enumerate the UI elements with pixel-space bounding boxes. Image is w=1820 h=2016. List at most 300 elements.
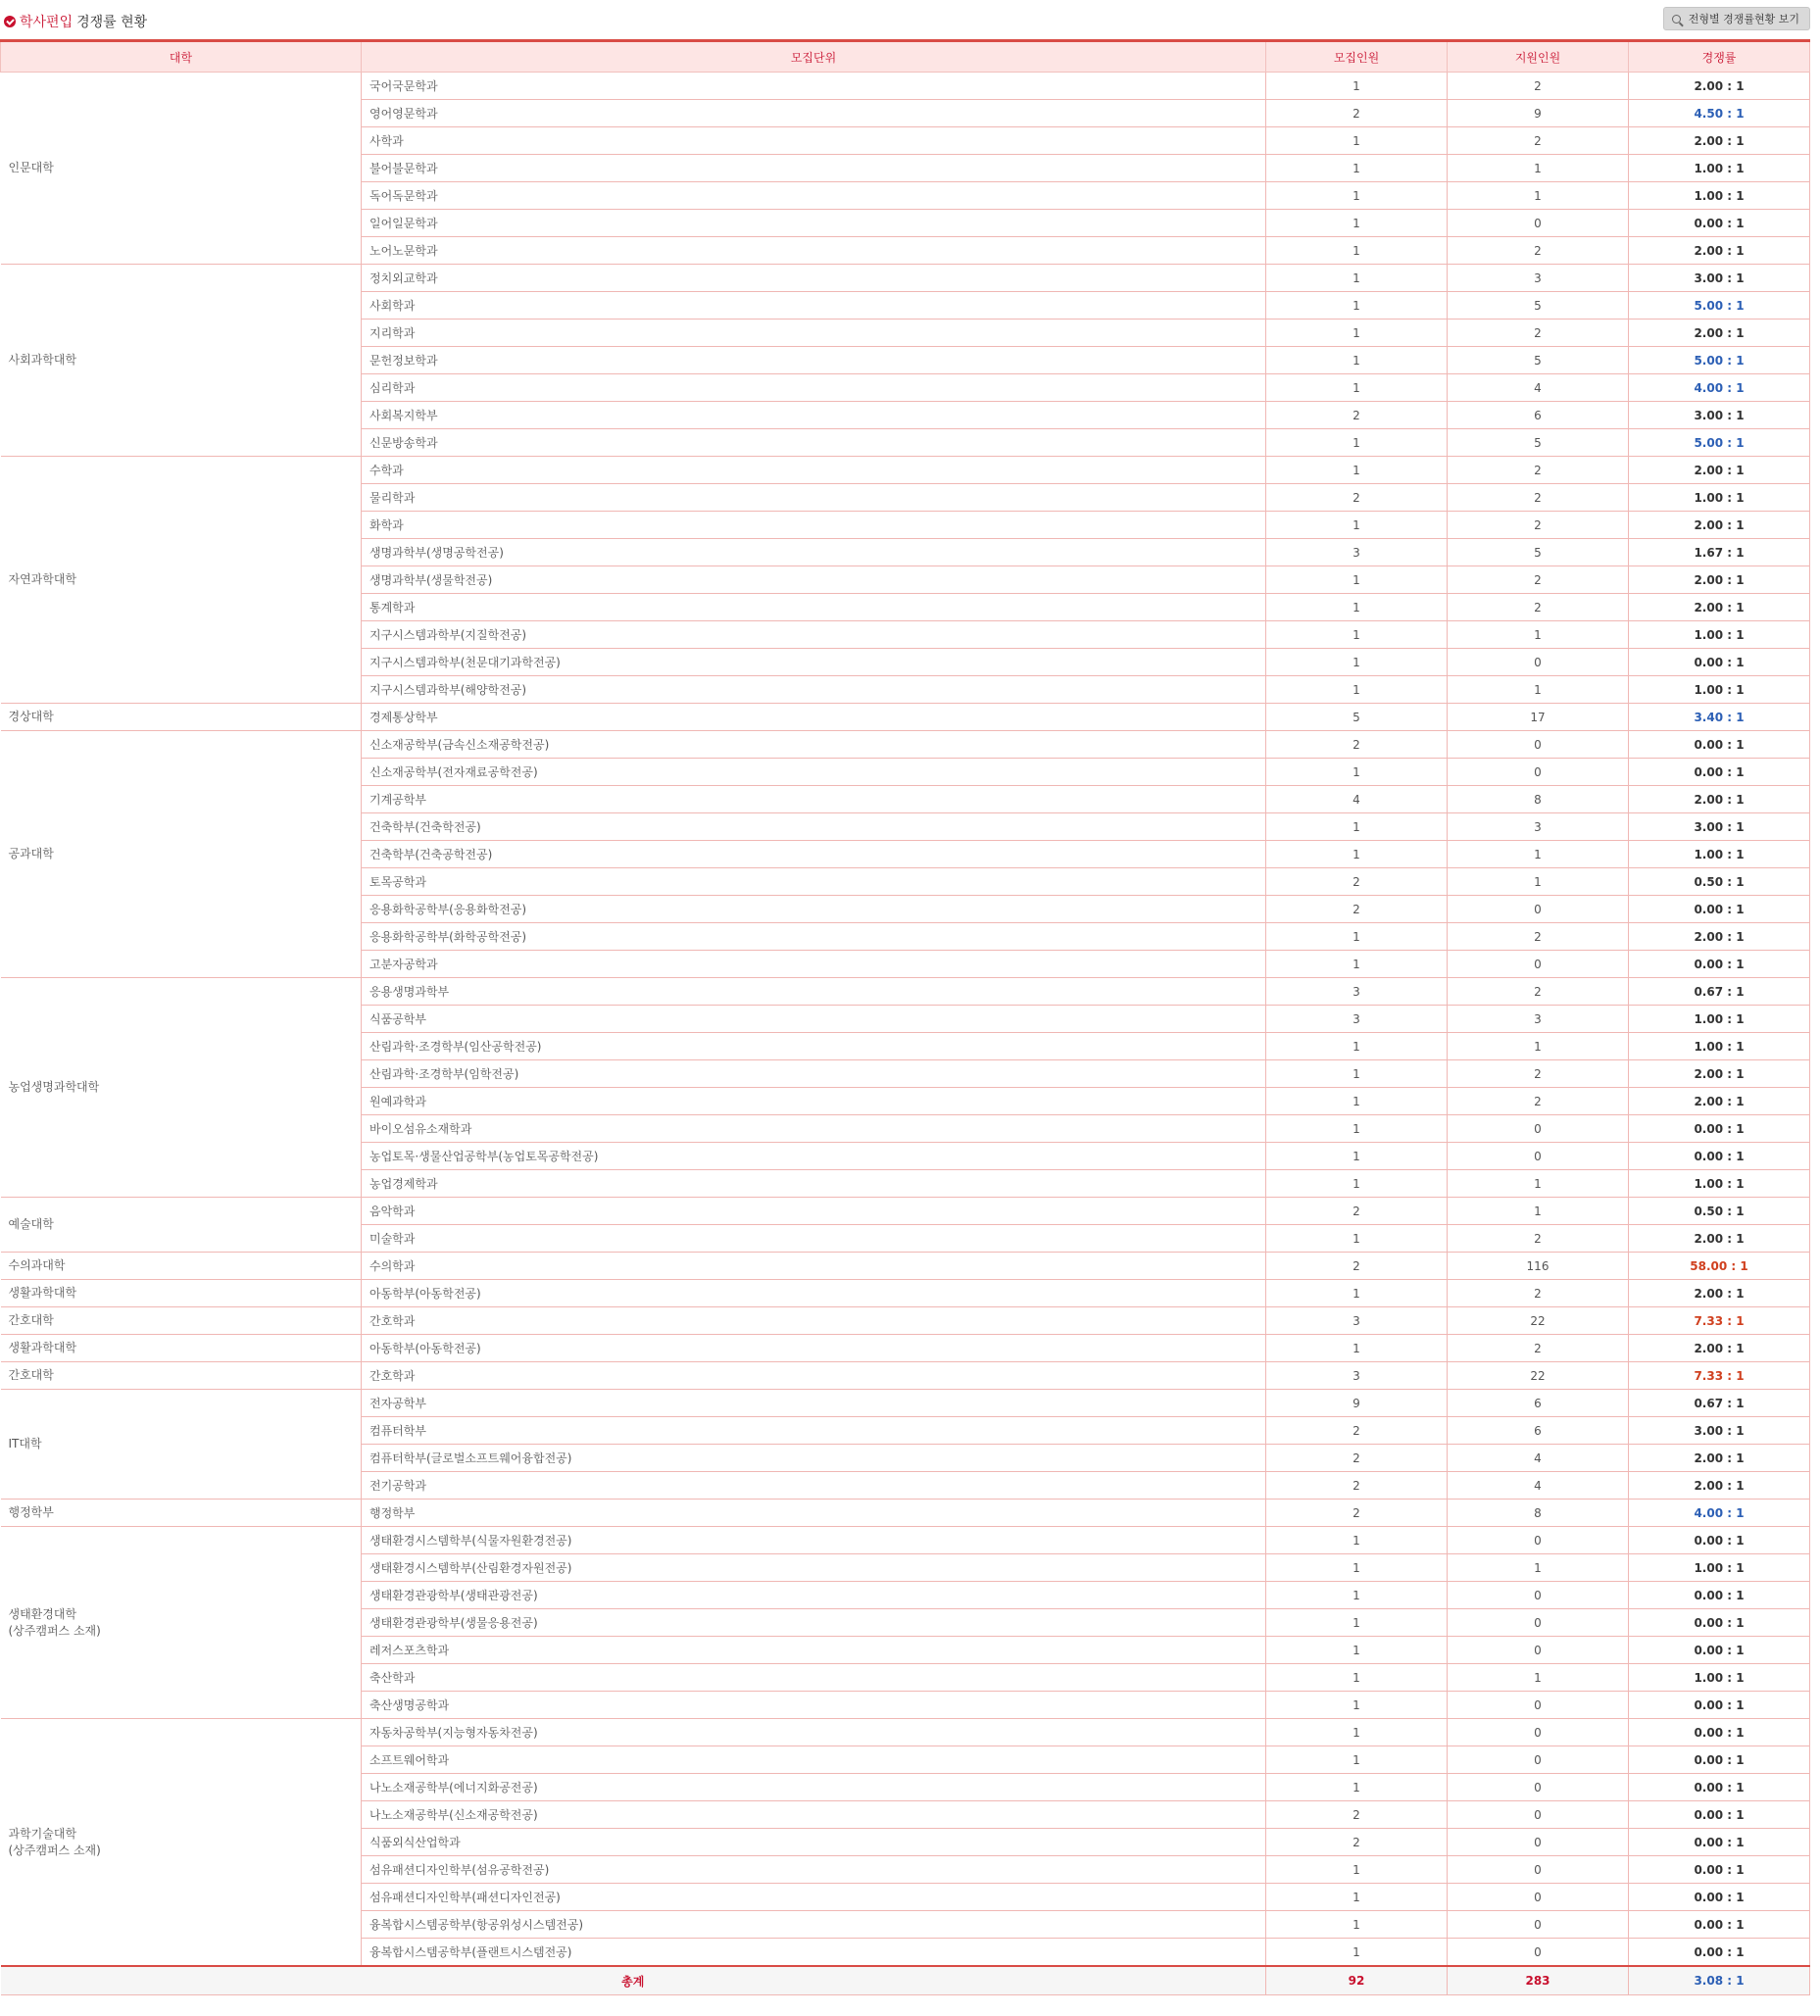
quota-cell: 1 [1266, 210, 1448, 237]
rate-cell: 1.00 : 1 [1629, 841, 1810, 868]
college-cell: IT대학 [1, 1390, 362, 1500]
applicants-cell: 8 [1448, 786, 1629, 813]
unit-cell: 물리학과 [362, 484, 1266, 512]
unit-cell: 농업토목·생물산업공학부(농업토목공학전공) [362, 1143, 1266, 1170]
applicants-cell: 1 [1448, 155, 1629, 182]
rate-cell: 2.00 : 1 [1629, 1445, 1810, 1472]
quota-cell: 1 [1266, 1335, 1448, 1362]
quota-cell: 2 [1266, 1829, 1448, 1856]
unit-cell: 간호학과 [362, 1307, 1266, 1335]
quota-cell: 1 [1266, 1527, 1448, 1554]
applicants-cell: 2 [1448, 1088, 1629, 1115]
applicants-cell: 0 [1448, 1115, 1629, 1143]
quota-cell: 2 [1266, 1500, 1448, 1527]
unit-cell: 기계공학부 [362, 786, 1266, 813]
rate-cell: 0.00 : 1 [1629, 759, 1810, 786]
rate-cell: 5.00 : 1 [1629, 347, 1810, 374]
quota-cell: 1 [1266, 292, 1448, 320]
table-body [1, 73, 1810, 1967]
rate-cell: 5.00 : 1 [1629, 429, 1810, 457]
quota-cell: 1 [1266, 594, 1448, 621]
college-cell: 자연과학대학 [1, 457, 362, 704]
quota-cell: 1 [1266, 1719, 1448, 1746]
unit-cell: 지구시스템과학부(천문대기과학전공) [362, 649, 1266, 676]
unit-cell: 토목공학과 [362, 868, 1266, 896]
unit-cell: 수학과 [362, 457, 1266, 484]
table-row [1, 704, 1810, 731]
applicants-cell: 2 [1448, 320, 1629, 347]
rate-cell: 2.00 : 1 [1629, 566, 1810, 594]
unit-cell: 간호학과 [362, 1362, 1266, 1390]
rate-cell: 0.00 : 1 [1629, 951, 1810, 978]
quota-cell: 2 [1266, 868, 1448, 896]
applicants-cell: 2 [1448, 1335, 1629, 1362]
applicants-cell: 4 [1448, 1445, 1629, 1472]
unit-cell: 경제통상학부 [362, 704, 1266, 731]
rate-cell: 2.00 : 1 [1629, 594, 1810, 621]
applicants-cell: 3 [1448, 1006, 1629, 1033]
rate-cell: 3.00 : 1 [1629, 813, 1810, 841]
quota-cell: 2 [1266, 1801, 1448, 1829]
applicants-cell: 0 [1448, 210, 1629, 237]
unit-cell: 심리학과 [362, 374, 1266, 402]
applicants-cell: 6 [1448, 1390, 1629, 1417]
applicants-cell: 22 [1448, 1362, 1629, 1390]
total-rate: 3.08 : 1 [1629, 1966, 1810, 1995]
check-circle-icon [4, 16, 16, 27]
rate-cell: 58.00 : 1 [1629, 1253, 1810, 1280]
quota-cell: 1 [1266, 512, 1448, 539]
rate-cell: 2.00 : 1 [1629, 512, 1810, 539]
rate-cell: 4.00 : 1 [1629, 1500, 1810, 1527]
applicants-cell: 6 [1448, 402, 1629, 429]
unit-cell: 생태환경관광학부(생태관광전공) [362, 1582, 1266, 1609]
rate-cell: 0.67 : 1 [1629, 978, 1810, 1006]
rate-cell: 0.00 : 1 [1629, 1829, 1810, 1856]
quota-cell: 1 [1266, 951, 1448, 978]
college-cell: 농업생명과학대학 [1, 978, 362, 1198]
rate-cell: 0.00 : 1 [1629, 896, 1810, 923]
rate-cell: 2.00 : 1 [1629, 73, 1810, 100]
quota-cell: 1 [1266, 347, 1448, 374]
table-row [1, 1362, 1810, 1390]
rate-cell: 4.00 : 1 [1629, 374, 1810, 402]
applicants-cell: 0 [1448, 1719, 1629, 1746]
unit-cell: 바이오섬유소재학과 [362, 1115, 1266, 1143]
quota-cell: 1 [1266, 320, 1448, 347]
unit-cell: 생태환경관광학부(생물응용전공) [362, 1609, 1266, 1637]
college-cell: 예술대학 [1, 1198, 362, 1253]
table-row [1, 73, 1810, 100]
applicants-cell: 4 [1448, 1472, 1629, 1500]
unit-cell: 신문방송학과 [362, 429, 1266, 457]
quota-cell: 5 [1266, 704, 1448, 731]
quota-cell: 1 [1266, 813, 1448, 841]
unit-cell: 전자공학부 [362, 1390, 1266, 1417]
rate-cell: 0.00 : 1 [1629, 1911, 1810, 1939]
unit-cell: 식품외식산업학과 [362, 1829, 1266, 1856]
rate-cell: 0.00 : 1 [1629, 1719, 1810, 1746]
applicants-cell: 2 [1448, 484, 1629, 512]
college-cell: 인문대학 [1, 73, 362, 265]
unit-cell: 국어국문학과 [362, 73, 1266, 100]
rate-cell: 2.00 : 1 [1629, 320, 1810, 347]
quota-cell: 1 [1266, 1554, 1448, 1582]
rate-cell: 2.00 : 1 [1629, 1472, 1810, 1500]
unit-cell: 아동학부(아동학전공) [362, 1280, 1266, 1307]
applicants-cell: 1 [1448, 868, 1629, 896]
unit-cell: 원예과학과 [362, 1088, 1266, 1115]
college-cell: 생활과학대학 [1, 1335, 362, 1362]
rate-cell: 3.00 : 1 [1629, 402, 1810, 429]
rate-cell: 2.00 : 1 [1629, 923, 1810, 951]
unit-cell: 농업경제학과 [362, 1170, 1266, 1198]
applicants-cell: 4 [1448, 374, 1629, 402]
quota-cell: 3 [1266, 1006, 1448, 1033]
quota-cell: 1 [1266, 1170, 1448, 1198]
applicants-cell: 0 [1448, 759, 1629, 786]
unit-cell: 섬유패션디자인학부(섬유공학전공) [362, 1856, 1266, 1884]
rate-cell: 2.00 : 1 [1629, 127, 1810, 155]
applicants-cell: 0 [1448, 1774, 1629, 1801]
rate-cell: 3.00 : 1 [1629, 265, 1810, 292]
college-cell: 간호대학 [1, 1307, 362, 1335]
applicants-cell: 2 [1448, 237, 1629, 265]
applicants-cell: 17 [1448, 704, 1629, 731]
quota-cell: 1 [1266, 265, 1448, 292]
table-row [1, 265, 1810, 292]
table-row [1, 1280, 1810, 1307]
unit-cell: 사회복지학부 [362, 402, 1266, 429]
unit-cell: 일어일문학과 [362, 210, 1266, 237]
rate-cell: 1.00 : 1 [1629, 1033, 1810, 1060]
view-by-admission-type-button[interactable] [1663, 7, 1810, 30]
total-applicants: 283 [1448, 1966, 1629, 1995]
quota-cell: 3 [1266, 1362, 1448, 1390]
quota-cell: 1 [1266, 649, 1448, 676]
unit-cell: 화학과 [362, 512, 1266, 539]
quota-cell: 1 [1266, 374, 1448, 402]
applicants-cell: 0 [1448, 1637, 1629, 1664]
applicants-cell: 1 [1448, 676, 1629, 704]
applicants-cell: 1 [1448, 1664, 1629, 1692]
rate-cell: 5.00 : 1 [1629, 292, 1810, 320]
quota-cell: 1 [1266, 1884, 1448, 1911]
quota-cell: 1 [1266, 457, 1448, 484]
unit-cell: 영어영문학과 [362, 100, 1266, 127]
quota-cell: 1 [1266, 621, 1448, 649]
rate-cell: 3.40 : 1 [1629, 704, 1810, 731]
quota-cell: 1 [1266, 1033, 1448, 1060]
rate-cell: 1.67 : 1 [1629, 539, 1810, 566]
quota-cell: 1 [1266, 1280, 1448, 1307]
rate-cell: 7.33 : 1 [1629, 1307, 1810, 1335]
applicants-cell: 1 [1448, 1033, 1629, 1060]
college-cell: 공과대학 [1, 731, 362, 978]
rate-cell: 0.50 : 1 [1629, 868, 1810, 896]
applicants-cell: 0 [1448, 1143, 1629, 1170]
quota-cell: 1 [1266, 1746, 1448, 1774]
rate-cell: 7.33 : 1 [1629, 1362, 1810, 1390]
rate-cell: 0.00 : 1 [1629, 1115, 1810, 1143]
college-cell: 간호대학 [1, 1362, 362, 1390]
rate-cell: 1.00 : 1 [1629, 676, 1810, 704]
unit-cell: 사회학과 [362, 292, 1266, 320]
unit-cell: 생명과학부(생명공학전공) [362, 539, 1266, 566]
applicants-cell: 2 [1448, 923, 1629, 951]
applicants-cell: 0 [1448, 951, 1629, 978]
applicants-cell: 2 [1448, 1060, 1629, 1088]
quota-cell: 1 [1266, 1225, 1448, 1253]
quota-cell: 2 [1266, 731, 1448, 759]
unit-cell: 지구시스템과학부(지질학전공) [362, 621, 1266, 649]
total-label: 총계 [1, 1966, 1266, 1995]
applicants-cell: 116 [1448, 1253, 1629, 1280]
unit-cell: 산림과학·조경학부(임학전공) [362, 1060, 1266, 1088]
total-quota: 92 [1266, 1966, 1448, 1995]
quota-cell: 1 [1266, 1115, 1448, 1143]
applicants-cell: 2 [1448, 594, 1629, 621]
unit-cell: 고분자공학과 [362, 951, 1266, 978]
quota-cell: 1 [1266, 237, 1448, 265]
college-cell: 행정학부 [1, 1500, 362, 1527]
quota-cell: 1 [1266, 1637, 1448, 1664]
applicants-cell: 2 [1448, 1225, 1629, 1253]
column-header-applicants: 지원인원 [1448, 41, 1629, 73]
applicants-cell: 0 [1448, 731, 1629, 759]
unit-cell: 나노소재공학부(에너지화공전공) [362, 1774, 1266, 1801]
applicants-cell: 2 [1448, 1280, 1629, 1307]
applicants-cell: 3 [1448, 813, 1629, 841]
table-row [1, 1198, 1810, 1225]
quota-cell: 1 [1266, 1088, 1448, 1115]
table-row [1, 1719, 1810, 1746]
rate-cell: 1.00 : 1 [1629, 1170, 1810, 1198]
applicants-cell: 0 [1448, 1609, 1629, 1637]
rate-cell: 0.50 : 1 [1629, 1198, 1810, 1225]
table-row [1, 1307, 1810, 1335]
applicants-cell: 2 [1448, 73, 1629, 100]
quota-cell: 1 [1266, 1664, 1448, 1692]
unit-cell: 사학과 [362, 127, 1266, 155]
unit-cell: 생태환경시스템학부(식물자원환경전공) [362, 1527, 1266, 1554]
applicants-cell: 5 [1448, 347, 1629, 374]
applicants-cell: 0 [1448, 649, 1629, 676]
unit-cell: 응용화학공학부(응용화학전공) [362, 896, 1266, 923]
unit-cell: 음악학과 [362, 1198, 1266, 1225]
rate-cell: 1.00 : 1 [1629, 621, 1810, 649]
unit-cell: 응용화학공학부(화학공학전공) [362, 923, 1266, 951]
applicants-cell: 2 [1448, 512, 1629, 539]
quota-cell: 1 [1266, 676, 1448, 704]
applicants-cell: 1 [1448, 1554, 1629, 1582]
unit-cell: 노어노문학과 [362, 237, 1266, 265]
quota-cell: 1 [1266, 1060, 1448, 1088]
rate-cell: 1.00 : 1 [1629, 182, 1810, 210]
rate-cell: 0.00 : 1 [1629, 1609, 1810, 1637]
rate-cell: 0.00 : 1 [1629, 649, 1810, 676]
page-title [4, 12, 147, 31]
rate-cell: 0.67 : 1 [1629, 1390, 1810, 1417]
rate-cell: 1.00 : 1 [1629, 155, 1810, 182]
applicants-cell: 0 [1448, 1856, 1629, 1884]
rate-cell: 2.00 : 1 [1629, 237, 1810, 265]
rate-cell: 0.00 : 1 [1629, 1939, 1810, 1967]
rate-cell: 1.00 : 1 [1629, 1664, 1810, 1692]
unit-cell: 전기공학과 [362, 1472, 1266, 1500]
rate-cell: 2.00 : 1 [1629, 1060, 1810, 1088]
page-header [0, 0, 1820, 39]
quota-cell: 1 [1266, 1692, 1448, 1719]
quota-cell: 1 [1266, 155, 1448, 182]
quota-cell: 1 [1266, 1609, 1448, 1637]
table-row [1, 457, 1810, 484]
unit-cell: 축산학과 [362, 1664, 1266, 1692]
unit-cell: 산림과학·조경학부(임산공학전공) [362, 1033, 1266, 1060]
applicants-cell: 8 [1448, 1500, 1629, 1527]
rate-cell: 0.00 : 1 [1629, 1582, 1810, 1609]
unit-cell: 생태환경시스템학부(산림환경자원전공) [362, 1554, 1266, 1582]
rate-cell: 1.00 : 1 [1629, 484, 1810, 512]
quota-cell: 2 [1266, 1472, 1448, 1500]
unit-cell: 지리학과 [362, 320, 1266, 347]
applicants-cell: 0 [1448, 1746, 1629, 1774]
unit-cell: 융복합시스템공학부(플랜트시스템전공) [362, 1939, 1266, 1967]
quota-cell: 1 [1266, 566, 1448, 594]
quota-cell: 2 [1266, 896, 1448, 923]
applicants-cell: 5 [1448, 539, 1629, 566]
rate-cell: 0.00 : 1 [1629, 1746, 1810, 1774]
rate-cell: 2.00 : 1 [1629, 1280, 1810, 1307]
applicants-cell: 2 [1448, 566, 1629, 594]
rate-cell: 3.00 : 1 [1629, 1417, 1810, 1445]
column-header-unit: 모집단위 [362, 41, 1266, 73]
quota-cell: 1 [1266, 429, 1448, 457]
applicants-cell: 1 [1448, 621, 1629, 649]
rate-cell: 2.00 : 1 [1629, 1088, 1810, 1115]
rate-cell: 0.00 : 1 [1629, 1527, 1810, 1554]
rate-cell: 1.00 : 1 [1629, 1554, 1810, 1582]
rate-cell: 0.00 : 1 [1629, 1801, 1810, 1829]
column-header-rate: 경쟁률 [1629, 41, 1810, 73]
applicants-cell: 1 [1448, 1170, 1629, 1198]
quota-cell: 1 [1266, 182, 1448, 210]
applicants-cell: 0 [1448, 1692, 1629, 1719]
table-row [1, 1335, 1810, 1362]
unit-cell: 수의학과 [362, 1253, 1266, 1280]
unit-cell: 정치외교학과 [362, 265, 1266, 292]
table-row [1, 1500, 1810, 1527]
unit-cell: 미술학과 [362, 1225, 1266, 1253]
quota-cell: 1 [1266, 841, 1448, 868]
quota-cell: 3 [1266, 978, 1448, 1006]
unit-cell: 지구시스템과학부(해양학전공) [362, 676, 1266, 704]
quota-cell: 1 [1266, 73, 1448, 100]
search-icon [1672, 15, 1681, 24]
rate-cell: 0.00 : 1 [1629, 1692, 1810, 1719]
unit-cell: 컴퓨터학부 [362, 1417, 1266, 1445]
applicants-cell: 5 [1448, 292, 1629, 320]
rate-cell: 2.00 : 1 [1629, 1335, 1810, 1362]
unit-cell: 축산생명공학과 [362, 1692, 1266, 1719]
title-highlight: 학사편입 [20, 15, 74, 30]
unit-cell: 융복합시스템공학부(항공위성시스템전공) [362, 1911, 1266, 1939]
college-cell: 수의과대학 [1, 1253, 362, 1280]
quota-cell: 2 [1266, 484, 1448, 512]
unit-cell: 컴퓨터학부(글로벌소프트웨어융합전공) [362, 1445, 1266, 1472]
unit-cell: 레저스포츠학과 [362, 1637, 1266, 1664]
rate-cell: 0.00 : 1 [1629, 1856, 1810, 1884]
applicants-cell: 3 [1448, 265, 1629, 292]
quota-cell: 1 [1266, 1774, 1448, 1801]
quota-cell: 3 [1266, 539, 1448, 566]
quota-cell: 2 [1266, 1198, 1448, 1225]
applicants-cell: 0 [1448, 1939, 1629, 1967]
unit-cell: 문헌정보학과 [362, 347, 1266, 374]
table-row [1, 1390, 1810, 1417]
rate-cell: 4.50 : 1 [1629, 100, 1810, 127]
quota-cell: 4 [1266, 786, 1448, 813]
quota-cell: 2 [1266, 100, 1448, 127]
competition-rate-table [0, 39, 1810, 1995]
quota-cell: 1 [1266, 1582, 1448, 1609]
applicants-cell: 0 [1448, 1801, 1629, 1829]
title-text: 경쟁률 현황 [76, 15, 148, 30]
applicants-cell: 2 [1448, 457, 1629, 484]
unit-cell: 불어불문학과 [362, 155, 1266, 182]
quota-cell: 1 [1266, 923, 1448, 951]
table-row [1, 1253, 1810, 1280]
college-cell: 과학기술대학 (상주캠퍼스 소재) [1, 1719, 362, 1967]
rate-cell: 0.00 : 1 [1629, 1637, 1810, 1664]
view-button-label: 전형별 경쟁률현황 보기 [1688, 13, 1799, 25]
applicants-cell: 2 [1448, 978, 1629, 1006]
column-header-quota: 모집인원 [1266, 41, 1448, 73]
applicants-cell: 0 [1448, 896, 1629, 923]
unit-cell: 아동학부(아동학전공) [362, 1335, 1266, 1362]
college-cell: 생태환경대학 (상주캠퍼스 소재) [1, 1527, 362, 1719]
quota-cell: 2 [1266, 1445, 1448, 1472]
college-cell: 생활과학대학 [1, 1280, 362, 1307]
rate-cell: 0.00 : 1 [1629, 1884, 1810, 1911]
unit-cell: 신소재공학부(전자재료공학전공) [362, 759, 1266, 786]
quota-cell: 1 [1266, 1939, 1448, 1967]
applicants-cell: 6 [1448, 1417, 1629, 1445]
rate-cell: 2.00 : 1 [1629, 786, 1810, 813]
unit-cell: 자동차공학부(지능형자동차전공) [362, 1719, 1266, 1746]
quota-cell: 2 [1266, 402, 1448, 429]
applicants-cell: 9 [1448, 100, 1629, 127]
quota-cell: 2 [1266, 1417, 1448, 1445]
quota-cell: 1 [1266, 1856, 1448, 1884]
total-row [1, 1966, 1810, 1995]
table-row [1, 978, 1810, 1006]
quota-cell: 1 [1266, 1143, 1448, 1170]
table-header-row [1, 41, 1810, 73]
quota-cell: 3 [1266, 1307, 1448, 1335]
rate-cell: 2.00 : 1 [1629, 1225, 1810, 1253]
applicants-cell: 0 [1448, 1829, 1629, 1856]
applicants-cell: 22 [1448, 1307, 1629, 1335]
unit-cell: 건축학부(건축공학전공) [362, 841, 1266, 868]
unit-cell: 나노소재공학부(신소재공학전공) [362, 1801, 1266, 1829]
applicants-cell: 1 [1448, 841, 1629, 868]
unit-cell: 통계학과 [362, 594, 1266, 621]
table-row [1, 731, 1810, 759]
applicants-cell: 1 [1448, 182, 1629, 210]
applicants-cell: 5 [1448, 429, 1629, 457]
rate-cell: 2.00 : 1 [1629, 457, 1810, 484]
